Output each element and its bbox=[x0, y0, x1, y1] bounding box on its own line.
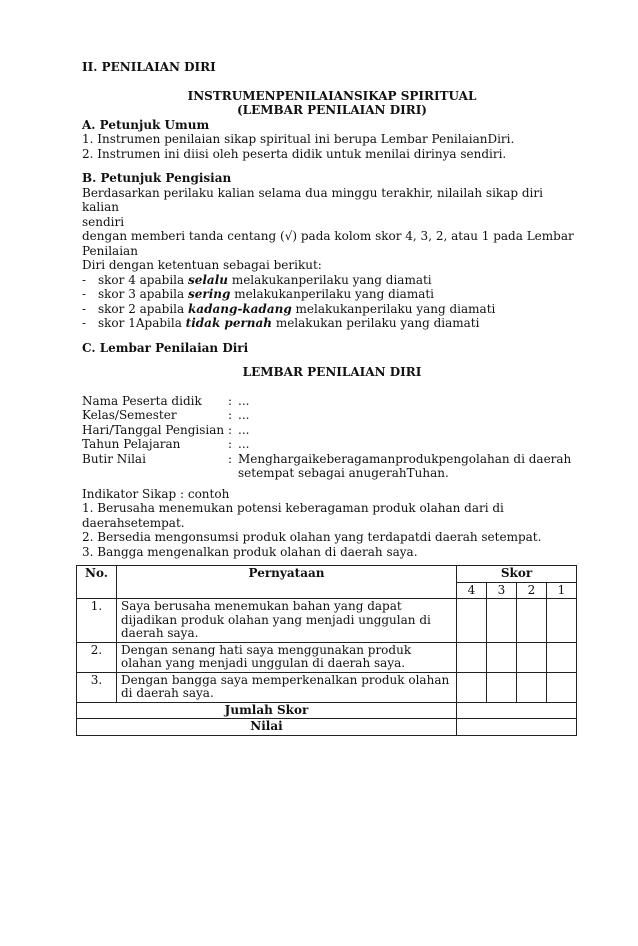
rule-pre: skor 3 apabila bbox=[98, 287, 188, 301]
identity-key: Kelas/Semester bbox=[82, 408, 177, 422]
identity-value: ... bbox=[238, 393, 250, 408]
rule-pre: skor 1Apabila bbox=[98, 316, 186, 330]
rule-dash: - bbox=[82, 287, 87, 301]
score-header: 4 bbox=[457, 582, 487, 599]
row-statement: Dengan senang hati saya menggunakan produk olahan yang menjadi unggulan di daerah saya. bbox=[117, 642, 457, 672]
rule-post: melakukanperilaku yang diamati bbox=[291, 301, 496, 316]
identity-key: Tahun Pelajaran bbox=[82, 437, 181, 451]
rule-frequency: selalu bbox=[187, 272, 228, 287]
score-cell[interactable] bbox=[517, 642, 547, 672]
header-skor: Skor bbox=[457, 566, 577, 583]
jumlah-skor-value[interactable] bbox=[457, 702, 577, 719]
lembar-title: LEMBAR PENILAIAN DIRI bbox=[242, 365, 422, 379]
row-number: 2. bbox=[77, 642, 117, 672]
table-row bbox=[77, 599, 577, 643]
petunjuk-pengisian-heading: B. Petunjuk Pengisian bbox=[82, 171, 232, 185]
rule-frequency: kadang-kadang bbox=[187, 301, 292, 316]
rule-frequency: sering bbox=[187, 287, 231, 301]
identity-row bbox=[82, 408, 582, 423]
table-row bbox=[77, 642, 577, 672]
identity-colon: : bbox=[228, 408, 233, 422]
identity-row bbox=[82, 423, 582, 438]
rule-post: melakukanperilaku yang diamati bbox=[228, 272, 432, 287]
row-statement: Dengan bangga saya memperkenalkan produk olahan di daerah saya. bbox=[117, 672, 457, 702]
score-cell[interactable] bbox=[517, 672, 547, 702]
identity-key: Hari/Tanggal Pengisian bbox=[82, 422, 225, 437]
rule-pre: skor 2 apabila bbox=[98, 301, 188, 316]
score-cell[interactable] bbox=[457, 599, 487, 643]
document-page bbox=[82, 60, 582, 736]
identity-colon: : bbox=[228, 422, 233, 437]
score-cell[interactable] bbox=[457, 642, 487, 672]
score-rule bbox=[82, 287, 582, 302]
rule-dash: - bbox=[82, 316, 87, 330]
score-header: 2 bbox=[517, 582, 547, 599]
table-header-row bbox=[77, 566, 577, 583]
indikator-item: 2. Bersedia mengonsumsi produk olahan yang terdapatdi daerah setempat. bbox=[82, 530, 542, 544]
jumlah-skor-label: Jumlah Skor bbox=[77, 702, 457, 719]
identity-key: Nama Peserta didik bbox=[82, 393, 202, 408]
rule-post: melakukanperilaku yang diamati bbox=[230, 287, 435, 301]
identity-key: Butir Nilai bbox=[82, 451, 146, 466]
identity-value: ... bbox=[238, 437, 250, 451]
score-header: 1 bbox=[547, 582, 577, 599]
petunjuk-line: Diri dengan ketentuan sebagai berikut: bbox=[82, 258, 322, 272]
score-cell[interactable] bbox=[487, 599, 517, 643]
instrument-title: INSTRUMENPENILAIANSIKAP SPIRITUAL bbox=[187, 88, 477, 103]
assessment-table bbox=[76, 565, 577, 736]
jumlah-skor-row bbox=[77, 702, 577, 719]
score-cell[interactable] bbox=[487, 642, 517, 672]
identity-row bbox=[82, 452, 582, 481]
butir-nilai-line: setempat sebagai anugerahTuhan. bbox=[238, 466, 449, 480]
nilai-value[interactable] bbox=[457, 719, 577, 736]
score-cell[interactable] bbox=[457, 672, 487, 702]
header-no: No. bbox=[77, 566, 117, 599]
rule-post: melakukan perilaku yang diamati bbox=[272, 316, 480, 330]
indikator-heading: Indikator Sikap : contoh bbox=[82, 486, 230, 501]
rule-frequency: tidak pernah bbox=[185, 316, 273, 330]
petunjuk-umum-item: 1. Instrumen penilaian sikap spiritual ini berupa Lembar PenilaianDiri. bbox=[82, 132, 515, 146]
row-statement: Saya berusaha menemukan bahan yang dapat dijadikan produk olahan yang menjadi unggulan di daerah saya. bbox=[117, 599, 457, 643]
score-rule bbox=[82, 302, 582, 317]
score-cell[interactable] bbox=[517, 599, 547, 643]
identity-row bbox=[82, 394, 582, 409]
indikator-item: 1. Berusaha menemukan potensi keberagaman produk olahan dari di daerahsetempat. bbox=[82, 501, 504, 530]
row-number: 3. bbox=[77, 672, 117, 702]
rule-dash: - bbox=[82, 301, 87, 316]
header-pernyataan: Pernyataan bbox=[117, 566, 457, 599]
petunjuk-line: dengan memberi tanda centang (√) pada kolom skor 4, 3, 2, atau 1 pada Lembar bbox=[82, 229, 574, 243]
identity-value: ... bbox=[238, 408, 250, 422]
identity-row bbox=[82, 437, 582, 452]
petunjuk-line: sendiri bbox=[82, 214, 125, 229]
petunjuk-line: Berdasarkan perilaku kalian selama dua minggu terakhir, nilailah sikap diri kalian bbox=[82, 185, 543, 214]
indikator-item: 3. Bangga mengenalkan produk olahan di daerah saya. bbox=[82, 544, 418, 559]
rule-dash: - bbox=[82, 272, 87, 287]
section-title: II. PENILAIAN DIRI bbox=[82, 60, 216, 74]
identity-value bbox=[238, 452, 582, 481]
score-header: 3 bbox=[487, 582, 517, 599]
petunjuk-line: Penilaian bbox=[82, 243, 138, 258]
identity-colon: : bbox=[228, 437, 233, 451]
identity-colon: : bbox=[228, 393, 233, 408]
lembar-heading: C. Lembar Penilaian Diri bbox=[82, 340, 249, 355]
table-row bbox=[77, 672, 577, 702]
petunjuk-umum-heading: A. Petunjuk Umum bbox=[82, 117, 210, 132]
rule-pre: skor 4 apabila bbox=[98, 272, 188, 287]
nilai-row bbox=[77, 719, 577, 736]
petunjuk-umum-item: 2. Instrumen ini diisi oleh peserta didik untuk menilai dirinya sendiri. bbox=[82, 146, 507, 161]
butir-nilai-line: Menghargaikeberagamanprodukpengolahan di daerah bbox=[238, 451, 572, 466]
score-cell[interactable] bbox=[547, 672, 577, 702]
score-cell[interactable] bbox=[547, 642, 577, 672]
identity-colon: : bbox=[228, 451, 233, 466]
score-cell[interactable] bbox=[547, 599, 577, 643]
identity-value: ... bbox=[238, 422, 250, 437]
nilai-label: Nilai bbox=[77, 719, 457, 736]
score-rule bbox=[82, 316, 582, 331]
score-cell[interactable] bbox=[487, 672, 517, 702]
instrument-subtitle: (LEMBAR PENILAIAN DIRI) bbox=[236, 103, 427, 117]
row-number: 1. bbox=[77, 599, 117, 643]
score-rule bbox=[82, 273, 582, 288]
